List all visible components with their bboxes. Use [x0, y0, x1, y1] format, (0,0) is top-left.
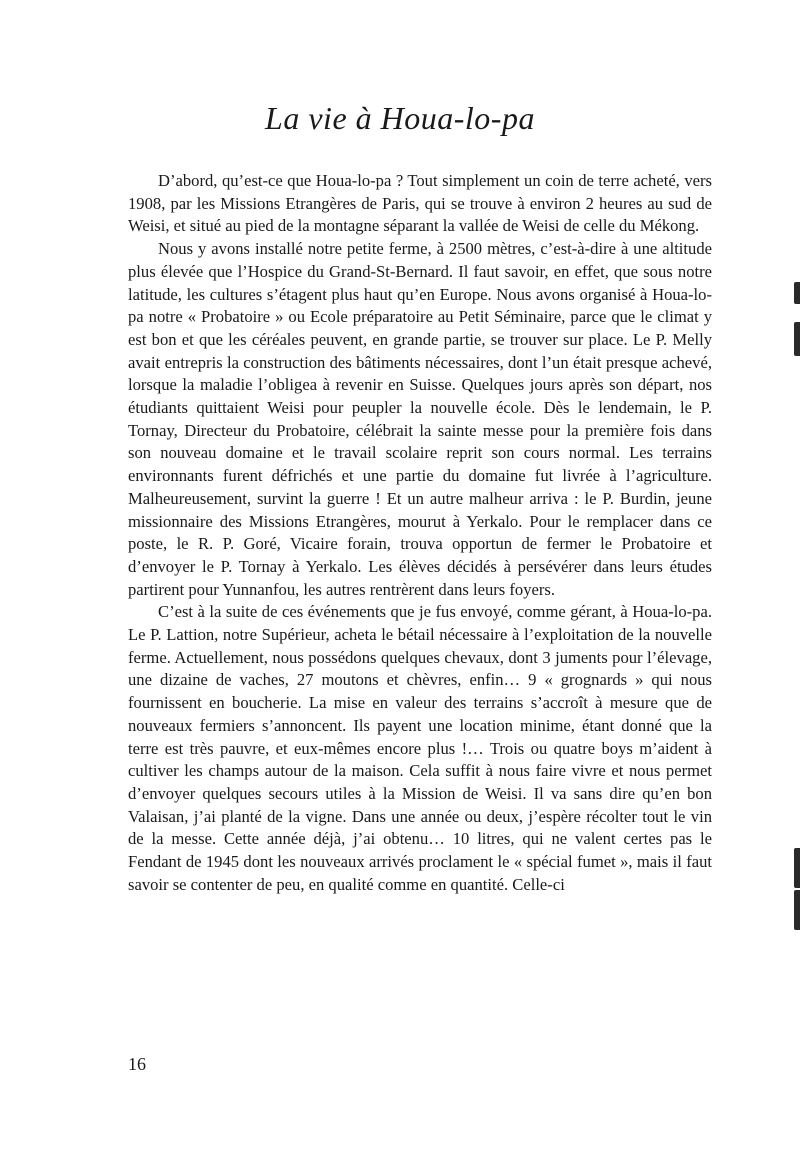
- paragraph-2: Nous y avons installé notre petite ferme, à 2500 mètres, c’est-à-dire à une altitude plus élevée que l’Hospice du Grand-St-Bernard. Il faut savoir, en effet, que sous notre latitude, les cultures s’étagent plus haut qu’en Europe. Nous avons organisé à Houa-lo-pa notre « Probatoire » ou Ecole préparatoire au Petit Séminaire, parce que le climat y est bon et que les céréales peuvent, en grande partie, se trouver sur place. Le P. Melly avait entrepris la construction des bâtiments nécessaires, dont l’un était presque achevé, lorsque la maladie l’obligea à revenir en Suisse. Quelques jours après son départ, nos étudiants quittaient Weisi pour peupler la nouvelle école. Dès le lendemain, le P. Tornay, Directeur du Probatoire, célébrait la sainte messe pour la première fois dans son nouveau domaine et le travail scolaire reprit son cours normal. Les terrains environnants furent défrichés et une partie du domaine fut livrée à l’agriculture. Malheureusement, survint la guerre ! Et un autre malheur arriva : le P. Burdin, jeune missionnaire des Missions Etrangères, mourut à Yerkalo. Pour le remplacer dans ce poste, le R. P. Goré, Vicaire forain, trouva opportun de fermer le Probatoire et d’envoyer le P. Tornay à Yerkalo. Les élèves décidés à persévérer dans leurs études partirent pour Yunnanfou, les autres rentrèrent dans leurs foyers.: [128, 239, 712, 599]
- paragraph-3: C’est à la suite de ces événements que je fus envoyé, comme gérant, à Houa-lo-pa. Le P. Lattion, notre Supérieur, acheta le bétail nécessaire à l’exploitation de la nouvelle ferme. Actuellement, nous possédons quelques chevaux, dont 3 juments pour l’élevage, une dizaine de vaches, 27 moutons et chèvres, enfin… 9 « grognards » qui nous fournissent en boucherie. La mise en valeur des terrains s’accroît à mesure que de nouveaux fermiers s’annoncent. Ils payent une location minime, étant donné que la terre est très pauvre, et eux-mêmes encore plus !… Trois ou quatre boys m’aident à cultiver les champs autour de la maison. Cela suffit à nous faire vivre et nous permet d’envoyer quelques secours utiles à la Mission de Weisi. Il va sans dire qu’en bon Valaisan, j’ai planté de la vigne. Dans une année ou deux, j’espère récolter tout le vin de la messe. Cette année déjà, j’ai obtenu… 10 litres, qui ne valent certes pas le Fendant de 1945 dont les nouveaux arrivés proclament le « spécial fumet », mais il faut savoir se contenter de peu, en qualité comme en quantité. Celle-ci: [128, 602, 712, 894]
- paragraph-1: D’abord, qu’est-ce que Houa-lo-pa ? Tout simplement un coin de terre acheté, vers 1908, par les Missions Etrangères de Paris, qui se trouve à environ 2 heures au sud de Weisi, et situé au pied de la montagne séparant la vallée de Weisi de celle du Mékong.: [128, 171, 712, 236]
- page-edge-mark-top: [794, 282, 800, 304]
- page-edge-mark-middle: [794, 322, 800, 356]
- page-edge-mark-lower: [794, 848, 800, 888]
- article-body: [128, 170, 712, 897]
- page-edge-mark-bottom: [794, 890, 800, 930]
- page-title: La vie à Houa-lo-pa: [265, 100, 535, 136]
- page-number: 16: [128, 1054, 146, 1074]
